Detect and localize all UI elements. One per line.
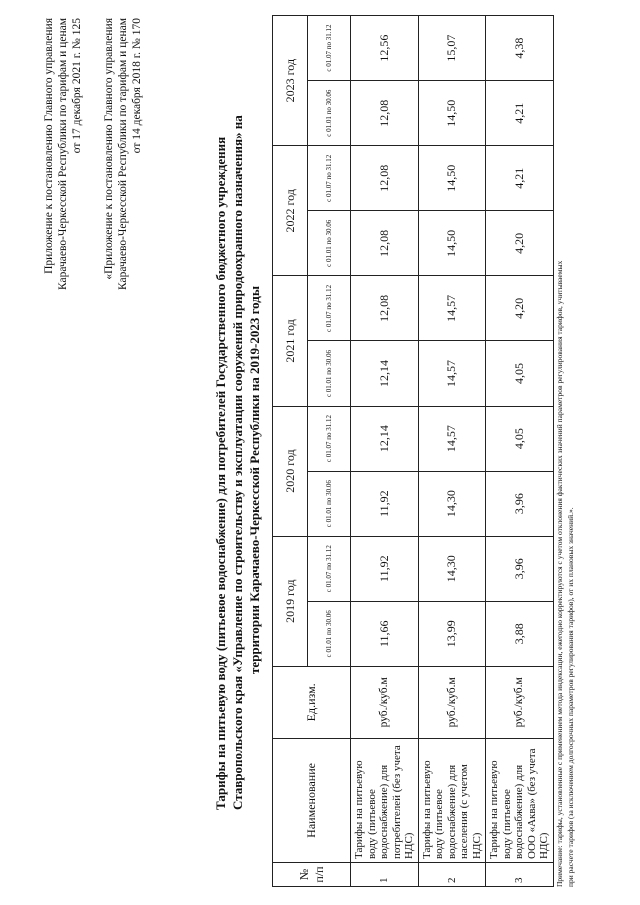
tariff-value: 3,96 [486,471,554,536]
tariff-value: 4,21 [486,81,554,146]
tariff-value: 14,50 [418,81,486,146]
header-year-2020: 2020 год [273,406,308,536]
tariff-value: 12,14 [351,406,419,471]
appendix-line: Карачаево-Черкесской Республики по тарифам и ценам [117,18,129,291]
header-period-second-half: с 01.07 по 31.12 [308,16,351,81]
title-line: Ставропольского края «Управление по строительству и эксплуатации сооружений природоохранного назначения» на [230,115,245,810]
tariff-value: 14,30 [418,536,486,601]
tariff-value: 3,88 [486,601,554,666]
header-period-first-half: с 01.01 по 30.06 [308,211,351,276]
tariff-value: 14,57 [418,276,486,341]
tariff-value: 11,66 [351,601,419,666]
appendix-line: Приложение к постановлению Главного управления [43,18,55,274]
tariff-value: 3,96 [486,536,554,601]
appendix-line: Карачаево-Черкесской Республики по тарифам и ценам [57,18,69,291]
tariff-value: 11,92 [351,471,419,536]
header-unit: Ед.изм. [273,666,351,738]
footnote [554,15,576,887]
row-unit: руб./куб.м [351,666,419,738]
tariff-value: 4,05 [486,406,554,471]
document-title [212,115,263,810]
header-number: № п/п [273,862,351,886]
tariff-value: 12,08 [351,276,419,341]
table-row [486,16,554,887]
title-line: Тарифы на питьевую воду (питьевое водоснабжение) для потребителей Государственного бюджетного учреждения [213,136,228,810]
row-unit: руб./куб.м [486,666,554,738]
tariff-value: 14,57 [418,406,486,471]
footnote-line: при расчете тарифов (за исключением долгосрочных параметров регулирования тарифов), от их плановых значений.». [566,507,575,887]
tariff-value: 4,20 [486,276,554,341]
tariff-value: 14,50 [418,211,486,276]
appendix-note-current [42,18,84,290]
appendix-note-original [102,18,144,290]
tariff-value: 4,05 [486,341,554,406]
header-year-2021: 2021 год [273,276,308,406]
header-period-second-half: с 01.07 по 31.12 [308,406,351,471]
header-period-first-half: с 01.01 по 30.06 [308,601,351,666]
tariff-value: 11,92 [351,536,419,601]
row-name: Тарифы на питьевую воду (питьевое водоснабжение) для ООО «Аква» (без учета НДС) [486,738,554,862]
footnote-line: Примечание: тарифы, установленные с применением метода индексации, ежегодно корректируются с учетом отклонения фактических значений параметров регулирования тарифов, учитываемых [555,260,564,887]
row-number: 3 [486,862,554,886]
header-year-2023: 2023 год [273,16,308,146]
tariff-value: 12,08 [351,146,419,211]
tariff-value: 4,38 [486,16,554,81]
tariff-value: 4,21 [486,146,554,211]
tariff-value: 14,30 [418,471,486,536]
row-name: Тарифы на питьевую воду (питьевое водоснабжение) для потребителей (без учета НДС) [351,738,419,862]
tariff-value: 12,14 [351,341,419,406]
row-number: 1 [351,862,419,886]
header-name: Наименование [273,738,351,862]
table-row [351,16,419,887]
header-period-second-half: с 01.07 по 31.12 [308,146,351,211]
header-period-first-half: с 01.01 по 30.06 [308,81,351,146]
row-number: 2 [418,862,486,886]
appendix-line: от 14 декабря 2018 г. № 170 [131,18,143,154]
header-period-first-half: с 01.01 по 30.06 [308,471,351,536]
header-period-second-half: с 01.07 по 31.12 [308,536,351,601]
tariff-value: 15,07 [418,16,486,81]
table-row [418,16,486,887]
header-period-second-half: с 01.07 по 31.12 [308,276,351,341]
tariff-value: 12,56 [351,16,419,81]
tariff-value: 12,08 [351,211,419,276]
title-line: территории Карачаево-Черкесской Республики на 2019-2023 годы [247,285,262,675]
header-year-2022: 2022 год [273,146,308,276]
header-period-first-half: с 01.01 по 30.06 [308,341,351,406]
row-name: Тарифы на питьевую воду (питьевое водоснабжение) для населения (с учетом НДС) [418,738,486,862]
tariff-table [272,15,554,887]
tariff-value: 13,99 [418,601,486,666]
tariff-value: 4,20 [486,211,554,276]
tariff-value: 12,08 [351,81,419,146]
tariff-value: 14,50 [418,146,486,211]
tariff-value: 14,57 [418,341,486,406]
header-year-2019: 2019 год [273,536,308,666]
appendix-line: от 17 декабря 2021 г. № 125 [71,18,83,154]
row-unit: руб./куб.м [418,666,486,738]
appendix-line: «Приложение к постановлению Главного управления [103,18,115,280]
